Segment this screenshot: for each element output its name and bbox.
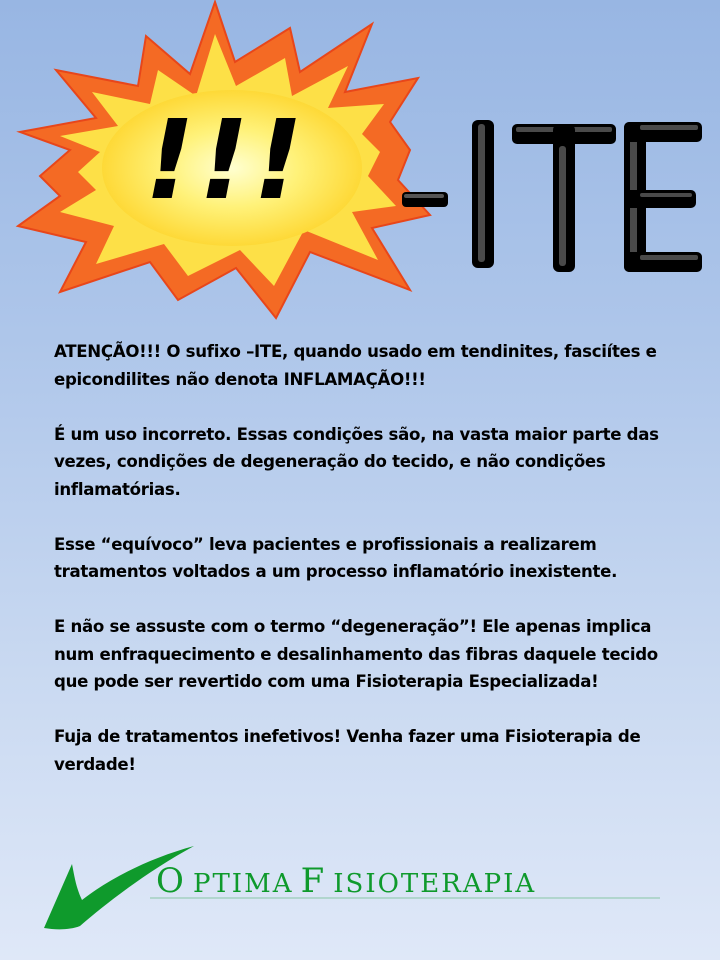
paragraph-degeneration: E não se assuste com o termo “degeneração”! Ele apenas implica num enfraquecimento e desalinhamento das fibras daquele tecido que pode ser revertido com uma Fisioterapia Especializada! [54,617,658,691]
paragraph-incorrect-use: É um uso incorreto. Essas condições são, na vasta maior parte das vezes, condições de degeneração do tecido, e não condições inflamatórias. [54,424,659,499]
paragraph-warning: ATENÇÃO!!! O sufixo –ITE, quando usado em tendinites, fasciítes e epicondilites não denota INFLAMAÇÃO!!! [54,342,657,389]
body-text [54,338,694,778]
optima-fisioterapia-logo [0,830,720,940]
paragraph-call-to-action: Fuja de tratamentos inefetivos! Venha fazer uma Fisioterapia de verdade! [54,727,641,774]
logo-fisioterapia-initial: F [300,861,327,901]
exclamation-marks: !!! [144,96,308,224]
logo-optima-initial: O [156,861,186,901]
logo-fisioterapia-rest: ISIOTERAPIA [333,869,537,899]
paragraph-mistake: Esse “equívoco” leva pacientes e profissionais a realizarem tratamentos voltados a um processo inflamatório inexistente. [54,534,618,581]
logo-wordmark [156,861,536,901]
explosion-graphic [0,0,720,320]
ite-block-letters [402,120,702,272]
logo-optima-rest: PTIMA [192,869,294,899]
